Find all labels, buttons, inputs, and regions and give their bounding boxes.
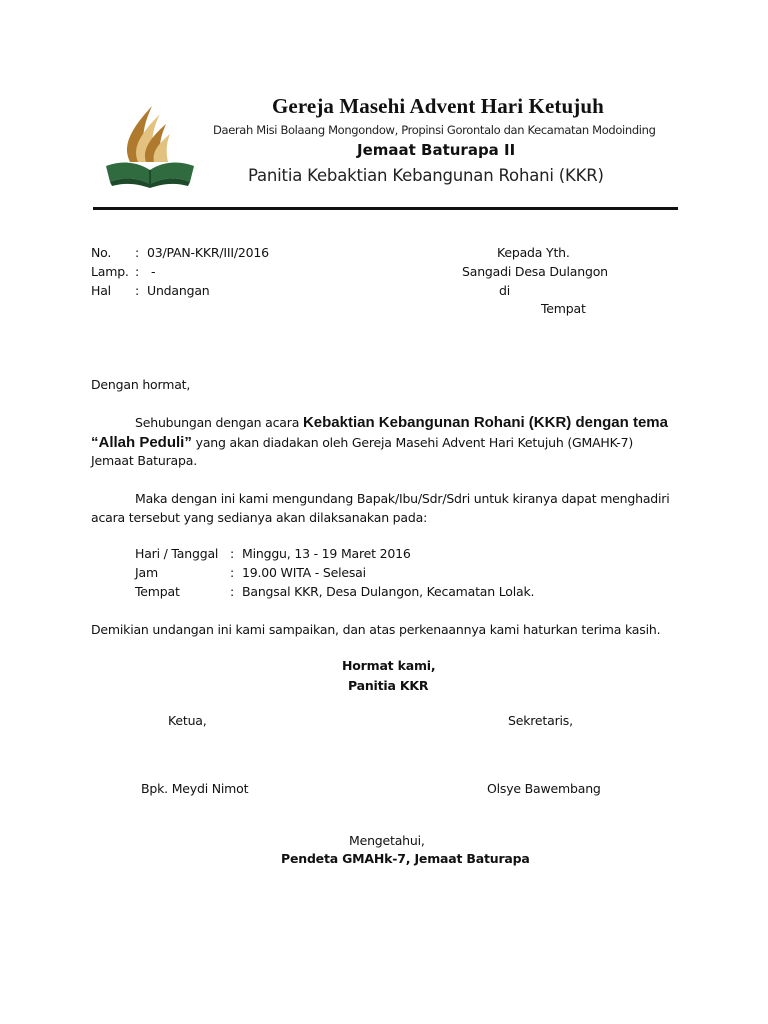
recipient-line-1: Kepada Yth. xyxy=(497,245,570,260)
region-subtitle: Daerah Misi Bolaang Mongondow, Propinsi Gorontalo dan Kecamatan Modoinding xyxy=(213,123,656,137)
schedule-time-colon: : xyxy=(230,565,235,580)
schedule-date-colon: : xyxy=(230,546,235,561)
chair-title: Ketua, xyxy=(168,713,207,728)
p1-intro-text: Sehubungan dengan acara xyxy=(135,415,303,430)
paragraph-1-line-1 xyxy=(135,412,668,431)
secretary-title: Sekretaris, xyxy=(508,713,573,728)
sda-logo-icon xyxy=(100,100,200,190)
schedule-time-value: 19.00 WITA - Selesai xyxy=(242,565,366,580)
signoff-committee: Panitia KKR xyxy=(348,678,429,693)
greeting: Dengan hormat, xyxy=(91,377,191,392)
schedule-date-label: Hari / Tanggal xyxy=(135,546,219,561)
meta-no-value: 03/PAN-KKR/III/2016 xyxy=(147,245,269,260)
p1-theme: “Allah Peduli” xyxy=(91,434,192,451)
closing-sentence: Demikian undangan ini kami sampaikan, dan atas perkenaannya kami haturkan terima kasih. xyxy=(91,622,661,637)
church-logo xyxy=(100,100,200,190)
church-name-title: Gereja Masehi Advent Hari Ketujuh xyxy=(272,94,604,118)
congregation-name: Jemaat Baturapa II xyxy=(357,141,516,159)
recipient-line-2: Sangadi Desa Dulangon xyxy=(462,264,608,279)
header-divider xyxy=(93,207,678,210)
meta-hal-value: Undangan xyxy=(147,283,210,298)
recipient-line-3: di xyxy=(499,283,511,298)
secretary-name: Olsye Bawembang xyxy=(487,781,601,796)
meta-lamp-label: Lamp. xyxy=(91,264,129,279)
recipient-line-4: Tempat xyxy=(541,301,586,316)
signoff-regards: Hormat kami, xyxy=(342,658,436,673)
meta-lamp-value: - xyxy=(151,264,156,279)
schedule-place-value: Bangsal KKR, Desa Dulangon, Kecamatan Lolak. xyxy=(242,584,535,599)
meta-lamp-colon: : xyxy=(135,264,140,279)
committee-name: Panitia Kebaktian Kebangunan Rohani (KKR) xyxy=(248,166,604,185)
paragraph-2-line-1: Maka dengan ini kami mengundang Bapak/Ibu/Sdr/Sdri untuk kiranya dapat menghadiri xyxy=(135,491,670,506)
schedule-date-value: Minggu, 13 - 19 Maret 2016 xyxy=(242,546,411,561)
meta-no-label: No. xyxy=(91,245,112,260)
pastor-title: Pendeta GMAHk-7, Jemaat Baturapa xyxy=(281,851,530,866)
chair-name: Bpk. Meydi Nimot xyxy=(141,781,249,796)
p1-organizer-text: yang akan diadakan oleh Gereja Masehi Advent Hari Ketujuh (GMAHK-7) xyxy=(191,435,634,450)
schedule-place-colon: : xyxy=(230,584,235,599)
meta-hal-label: Hal xyxy=(91,283,111,298)
schedule-time-label: Jam xyxy=(135,565,158,580)
schedule-place-label: Tempat xyxy=(135,584,180,599)
paragraph-1-line-2 xyxy=(91,432,633,451)
paragraph-1-line-3: Jemaat Baturapa. xyxy=(91,453,197,468)
meta-hal-colon: : xyxy=(135,283,140,298)
acknowledged-label: Mengetahui, xyxy=(349,833,425,848)
p1-event-title: Kebaktian Kebangunan Rohani (KKR) dengan tema xyxy=(302,414,668,431)
paragraph-2-line-2: acara tersebut yang sedianya akan dilaksanakan pada: xyxy=(91,510,428,525)
meta-no-colon: : xyxy=(135,245,140,260)
